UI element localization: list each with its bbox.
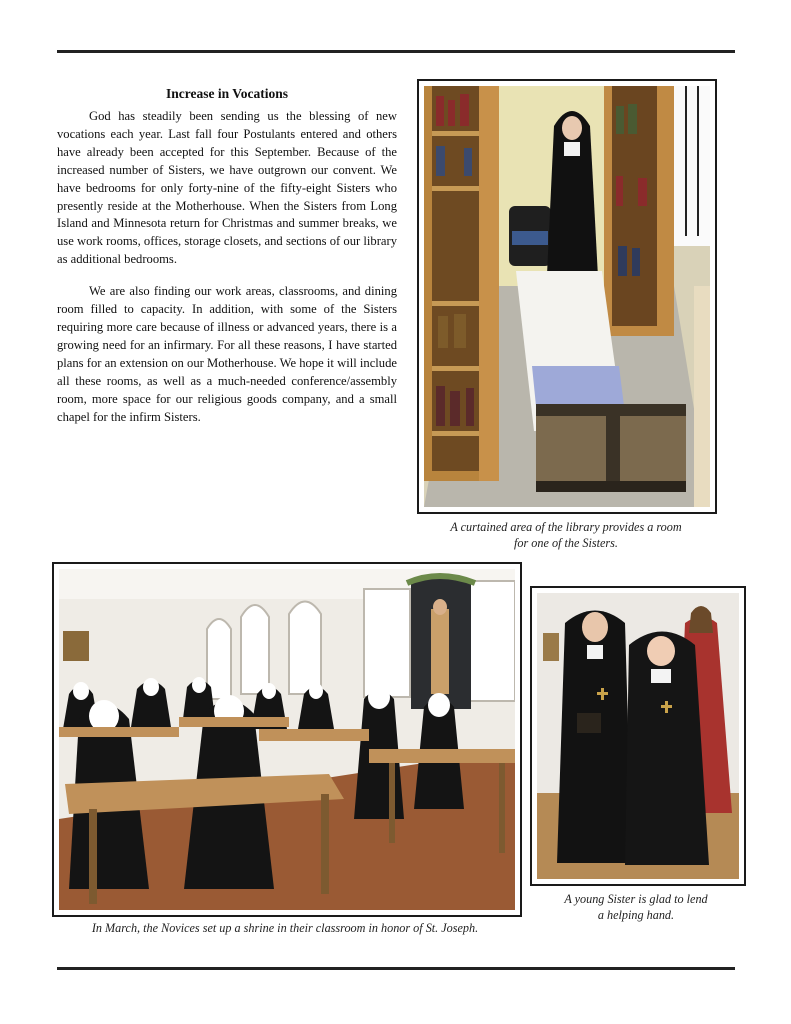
helping-hand-caption [528, 891, 744, 923]
helping-hand-caption-line-2: a helping hand. [597, 908, 675, 922]
library-photo [417, 79, 717, 514]
article-paragraph-1: God has steadily been sending us the blessing of new vocations each year. Last fall four Postulants entered and others have already been accepted for this September. Because of the increased number of Sisters, we have outgrown our convent. We have bedrooms for only forty-nine of the fifty-eight Sisters who presently reside at the Motherhouse. When the Sisters from Long Island and Minnesota return for Christmas and summer breaks, we use work rooms, offices, storage closets, and sections of our library as additional bedrooms. [57, 109, 397, 267]
library-caption-line-2: for one of the Sisters. [514, 536, 618, 550]
classroom-caption: In March, the Novices set up a shrine in their classroom in honor of St. Joseph. [91, 921, 479, 935]
classroom-photo [52, 562, 522, 917]
article-paragraph-2: We are also finding our work areas, classrooms, and dining room filled to capacity. In addition, with some of the Sisters requiring more care because of illness or advanced years, there is a growing need for an infirmary. For all these reasons, I have started plans for an extension on our Motherhouse. We hope it will include all these rooms, as well as a much-needed conference/assembly room, more space for our religious goods company, and a small chapel for the infirm Sisters. [57, 284, 397, 424]
library-caption-line-1: A curtained area of the library provides a room [450, 520, 682, 534]
article-heading: Increase in Vocations [165, 86, 288, 101]
helping-hand-photo [530, 586, 746, 886]
library-caption [410, 519, 722, 551]
bottom-rule [57, 967, 735, 970]
article [57, 86, 397, 440]
top-rule [57, 50, 735, 53]
helping-hand-caption-line-1: A young Sister is glad to lend [564, 892, 708, 906]
